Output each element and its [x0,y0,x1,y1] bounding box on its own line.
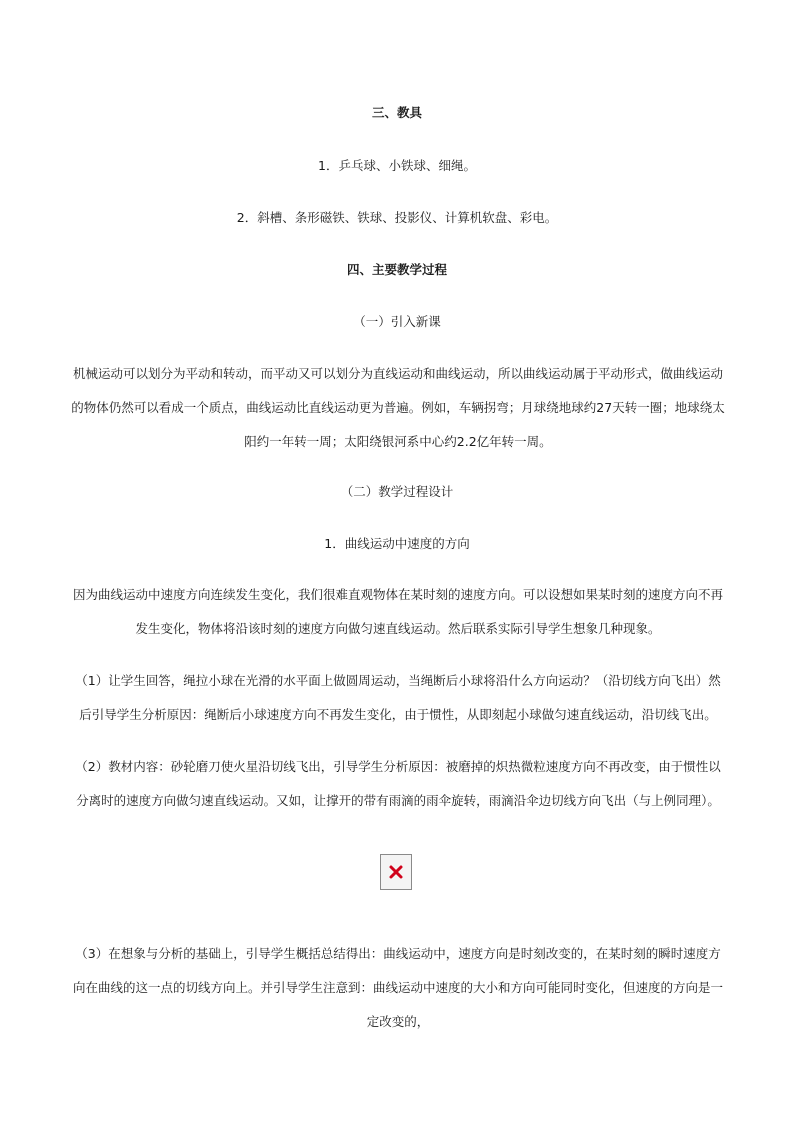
section-heading-teaching-aids: 三、教具 [371,105,422,120]
point-heading-velocity-direction: 1．曲线运动中速度的方向 [324,536,470,551]
section-heading-teaching-process: 四、主要教学过程 [346,262,447,277]
teaching-aid-item-1: 1．乒乓球、小铁球、细绳。 [318,158,476,173]
broken-image-icon [388,864,404,880]
subsection-heading-design: （二）教学过程设计 [340,484,454,499]
subsection-heading-intro: （一）引入新课 [353,314,441,329]
paragraph-item-2: （2）教材内容：砂轮磨刀使火星沿切线飞出，引导学生分析原因：被磨掉的炽热微粒速度方向不再改变，由于惯性以分离时的速度方向做匀速直线运动。又如，让撑开的带有雨滴的雨伞旋转，雨滴沿伞边切线方向飞出（与上例同理）。 [75,759,721,808]
intro-paragraph: 机械运动可以划分为平动和转动，而平动又可以划分为直线运动和曲线运动，所以曲线运动属于平动形式，做曲线运动的物体仍然可以看成一个质点，曲线运动比直线运动更为普遍。例如，车辆拐弯；月球绕地球约27天转一圈；地球绕太阳约一年转一周；太阳绕银河系中心约2.2亿年转一周。 [71,366,725,449]
paragraph-item-1: （1）让学生回答，绳拉小球在光滑的水平面上做圆周运动，当绳断后小球将沿什么方向运动？（沿切线方向飞出）然后引导学生分析原因：绳断后小球速度方向不再发生变化，由于惯性，从即刻起小球做匀速直线运动，沿切线飞出。 [75,673,721,722]
paragraph-velocity-direction: 因为曲线运动中速度方向连续发生变化，我们很难直观物体在某时刻的速度方向。可以设想如果某时刻的速度方向不再发生变化，物体将沿该时刻的速度方向做匀速直线运动。然后联系实际引导学生想象几种现象。 [72,587,723,636]
paragraph-item-3: （3）在想象与分析的基础上，引导学生概括总结得出：曲线运动中，速度方向是时刻改变的，在某时刻的瞬时速度方向在曲线的这一点的切线方向上。并引导学生注意到：曲线运动中速度的大小和方向可能同时变化，但速度的方向是一定改变的， [72,946,723,1029]
teaching-aid-item-2: 2．斜槽、条形磁铁、铁球、投影仪、计算机软盘、彩电。 [236,210,558,225]
broken-image-placeholder [380,854,412,890]
